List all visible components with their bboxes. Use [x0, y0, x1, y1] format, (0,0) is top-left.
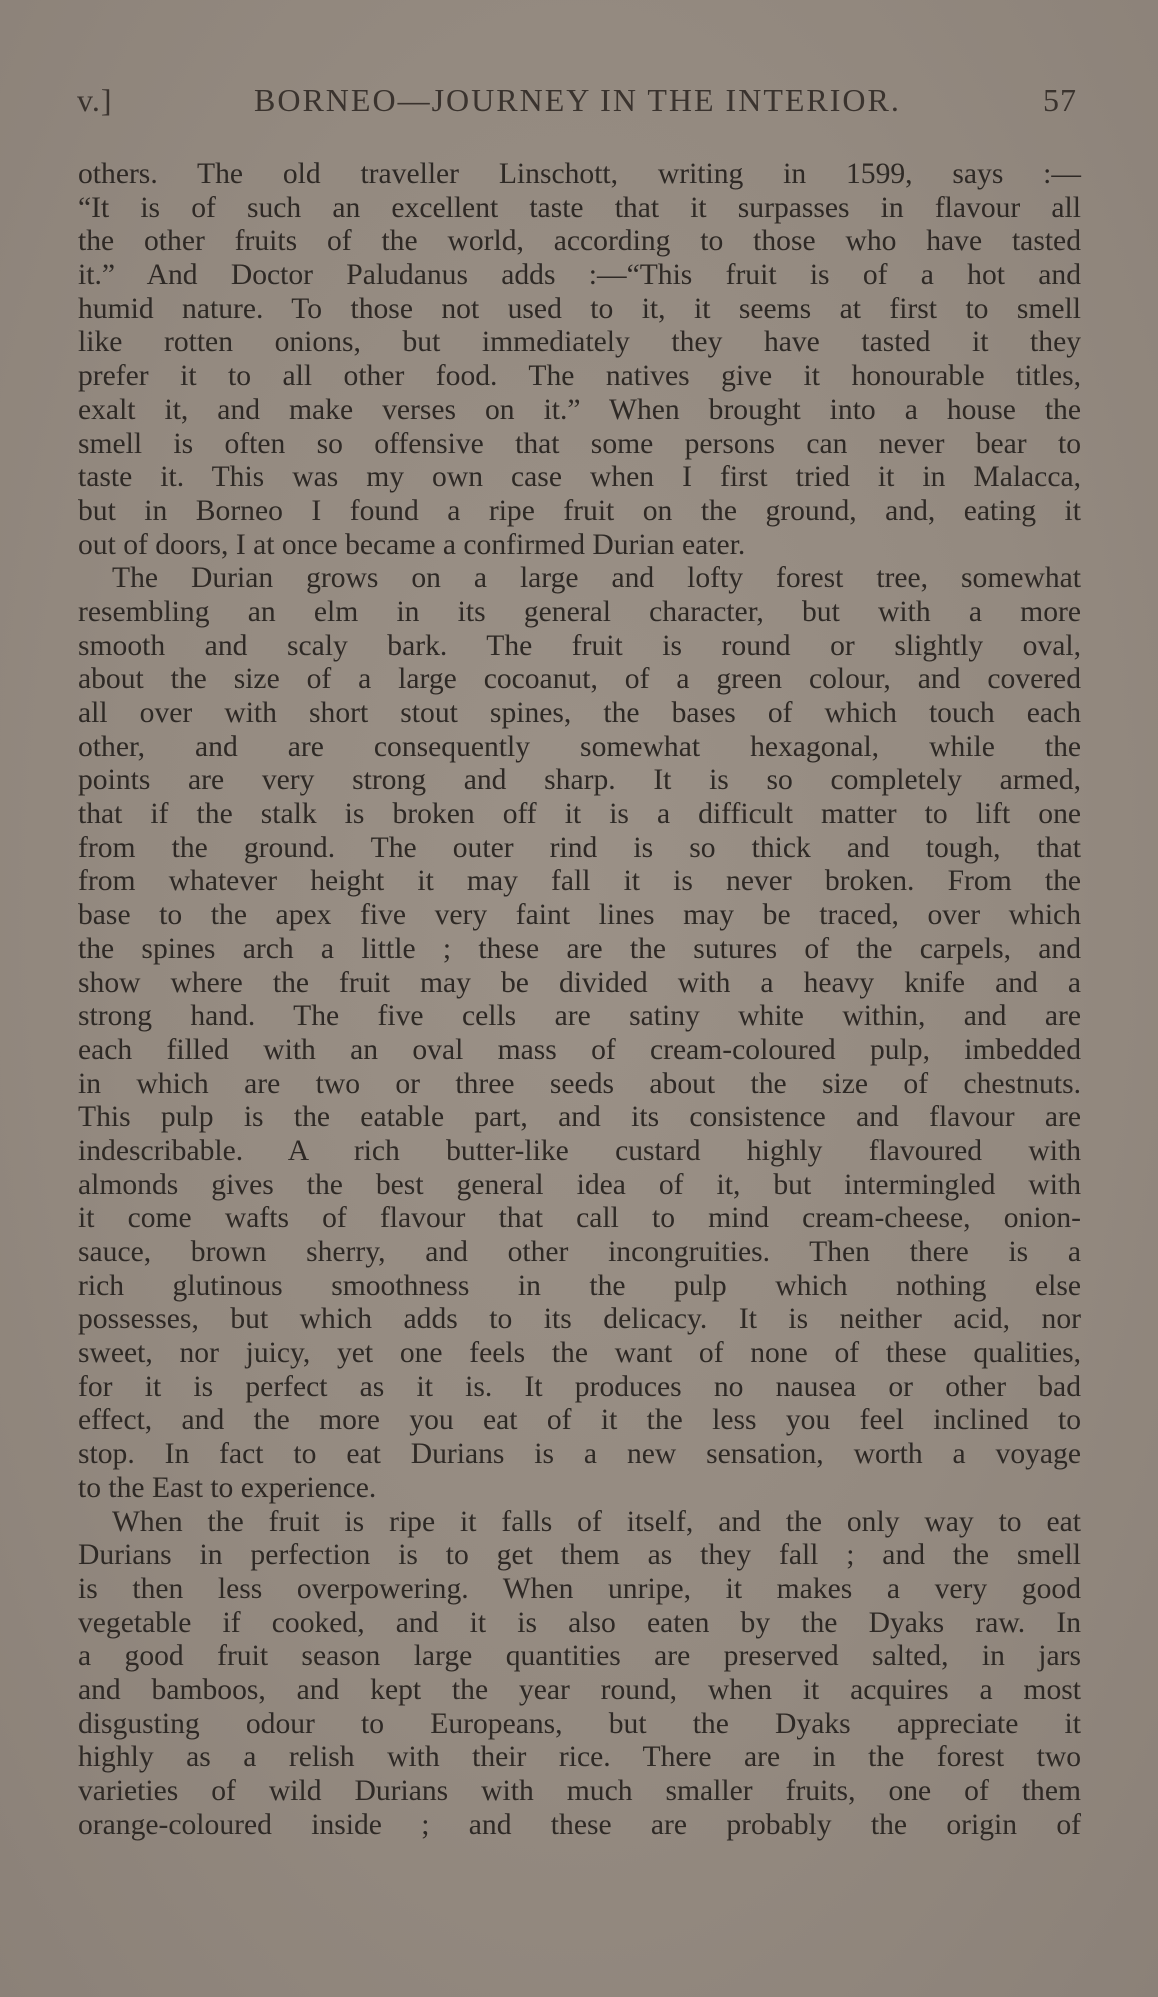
body-text — [78, 158, 1081, 1842]
text-line: highly as a relish with their rice. There are in the forest two — [78, 1741, 1081, 1774]
text-line: smooth and scaly bark. The fruit is round or slightly oval, — [78, 629, 1081, 662]
text-line: from the ground. The outer rind is so thick and tough, that — [78, 831, 1081, 864]
text-line: and bamboos, and kept the year round, when it acquires a most — [78, 1673, 1081, 1706]
text-line: all over with short stout spines, the bases of which touch each — [78, 697, 1081, 729]
text-line: others. The old traveller Linschott, writing in 1599, says :— — [78, 158, 1081, 190]
text-line: vegetable if cooked, and it is also eaten by the Dyaks raw. In — [78, 1606, 1081, 1639]
text-line: show where the fruit may be divided with a heavy knife and a — [78, 966, 1081, 999]
text-line: sauce, brown sherry, and other incongruities. Then there is a — [78, 1236, 1081, 1268]
text-line: to the East to experience. — [78, 1471, 377, 1504]
text-line: base to the apex five very faint lines may be traced, over which — [78, 899, 1081, 932]
text-line: that if the stalk is broken off it is a difficult matter to lift one — [78, 798, 1081, 831]
text-line: is then less overpowering. When unripe, it makes a very good — [78, 1572, 1081, 1605]
text-line: possesses, but which adds to its delicacy. It is neither acid, nor — [78, 1303, 1081, 1336]
text-line: out of doors, I at once became a confirmed Durian eater. — [78, 528, 746, 561]
text-line: varieties of wild Durians with much smaller fruits, one of them — [78, 1775, 1081, 1807]
text-line: like rotten onions, but immediately they have tasted it they — [78, 326, 1081, 359]
text-line: the other fruits of the world, according to those who have tasted — [78, 225, 1081, 258]
text-line: points are very strong and sharp. It is so completely armed, — [78, 764, 1081, 797]
running-head — [77, 82, 1077, 122]
text-line: rich glutinous smoothness in the pulp which nothing else — [78, 1269, 1081, 1302]
text-line: it come wafts of flavour that call to mind cream-cheese, onion- — [78, 1202, 1081, 1235]
text-line: The Durian grows on a large and lofty forest tree, somewhat — [112, 562, 1081, 595]
text-line: smell is often so offensive that some persons can never bear to — [78, 427, 1081, 460]
text-line: disgusting odour to Europeans, but the Dyaks appreciate it — [78, 1707, 1081, 1740]
text-line: it.” And Doctor Paludanus adds :—“This fruit is of a hot and — [78, 259, 1081, 292]
text-line: stop. In fact to eat Durians is a new sensation, worth a voyage — [78, 1438, 1081, 1471]
text-line: but in Borneo I found a ripe fruit on the ground, and, eating it — [78, 494, 1081, 527]
text-line: in which are two or three seeds about the size of chestnuts. — [78, 1067, 1081, 1100]
text-line: “It is of such an excellent taste that it surpasses in flavour all — [78, 191, 1081, 224]
text-line: each filled with an oval mass of cream-coloured pulp, imbedded — [78, 1033, 1081, 1066]
text-line: resembling an elm in its general character, but with a more — [78, 595, 1081, 628]
paragraph-1 — [78, 158, 1081, 562]
text-line: about the size of a large cocoanut, of a green colour, and covered — [78, 663, 1081, 696]
paragraph-3 — [78, 1506, 1081, 1843]
text-line: taste it. This was my own case when I first tried it in Malacca, — [78, 461, 1081, 494]
text-line: Durians in perfection is to get them as they fall ; and the smell — [78, 1539, 1081, 1572]
text-line: almonds gives the best general idea of it, but intermingled with — [78, 1168, 1081, 1201]
text-line: indescribable. A rich butter-like custard highly flavoured with — [78, 1134, 1081, 1167]
text-line: humid nature. To those not used to it, it seems at first to smell — [78, 292, 1081, 325]
text-line: When the fruit is ripe it falls of itself, and the only way to eat — [112, 1505, 1081, 1538]
text-line: sweet, nor juicy, yet one feels the want of none of these qualities, — [78, 1337, 1081, 1370]
text-line: exalt it, and make verses on it.” When brought into a house the — [78, 393, 1081, 426]
text-line: from whatever height it may fall it is never broken. From the — [78, 865, 1081, 898]
text-line: effect, and the more you eat of it the less you feel inclined to — [78, 1404, 1081, 1437]
page-number: 57 — [1043, 82, 1077, 118]
text-line: the spines arch a little ; these are the sutures of the carpels, and — [78, 932, 1081, 965]
text-line: other, and are consequently somewhat hexagonal, while the — [78, 730, 1081, 763]
paragraph-2 — [78, 562, 1081, 1505]
text-line: strong hand. The five cells are satiny white within, and are — [78, 1000, 1081, 1033]
text-line: for it is perfect as it is. It produces no nausea or other bad — [78, 1370, 1081, 1403]
text-line: orange-coloured inside ; and these are probably the origin of — [78, 1808, 1081, 1841]
chapter-number: v.] — [77, 82, 113, 118]
text-line: This pulp is the eatable part, and its consistence and flavour are — [78, 1101, 1081, 1134]
text-line: a good fruit season large quantities are preserved salted, in jars — [78, 1640, 1081, 1673]
text-line: prefer it to all other food. The natives give it honourable titles, — [78, 360, 1081, 393]
running-title: BORNEO—JOURNEY IN THE INTERIOR. — [254, 82, 901, 118]
